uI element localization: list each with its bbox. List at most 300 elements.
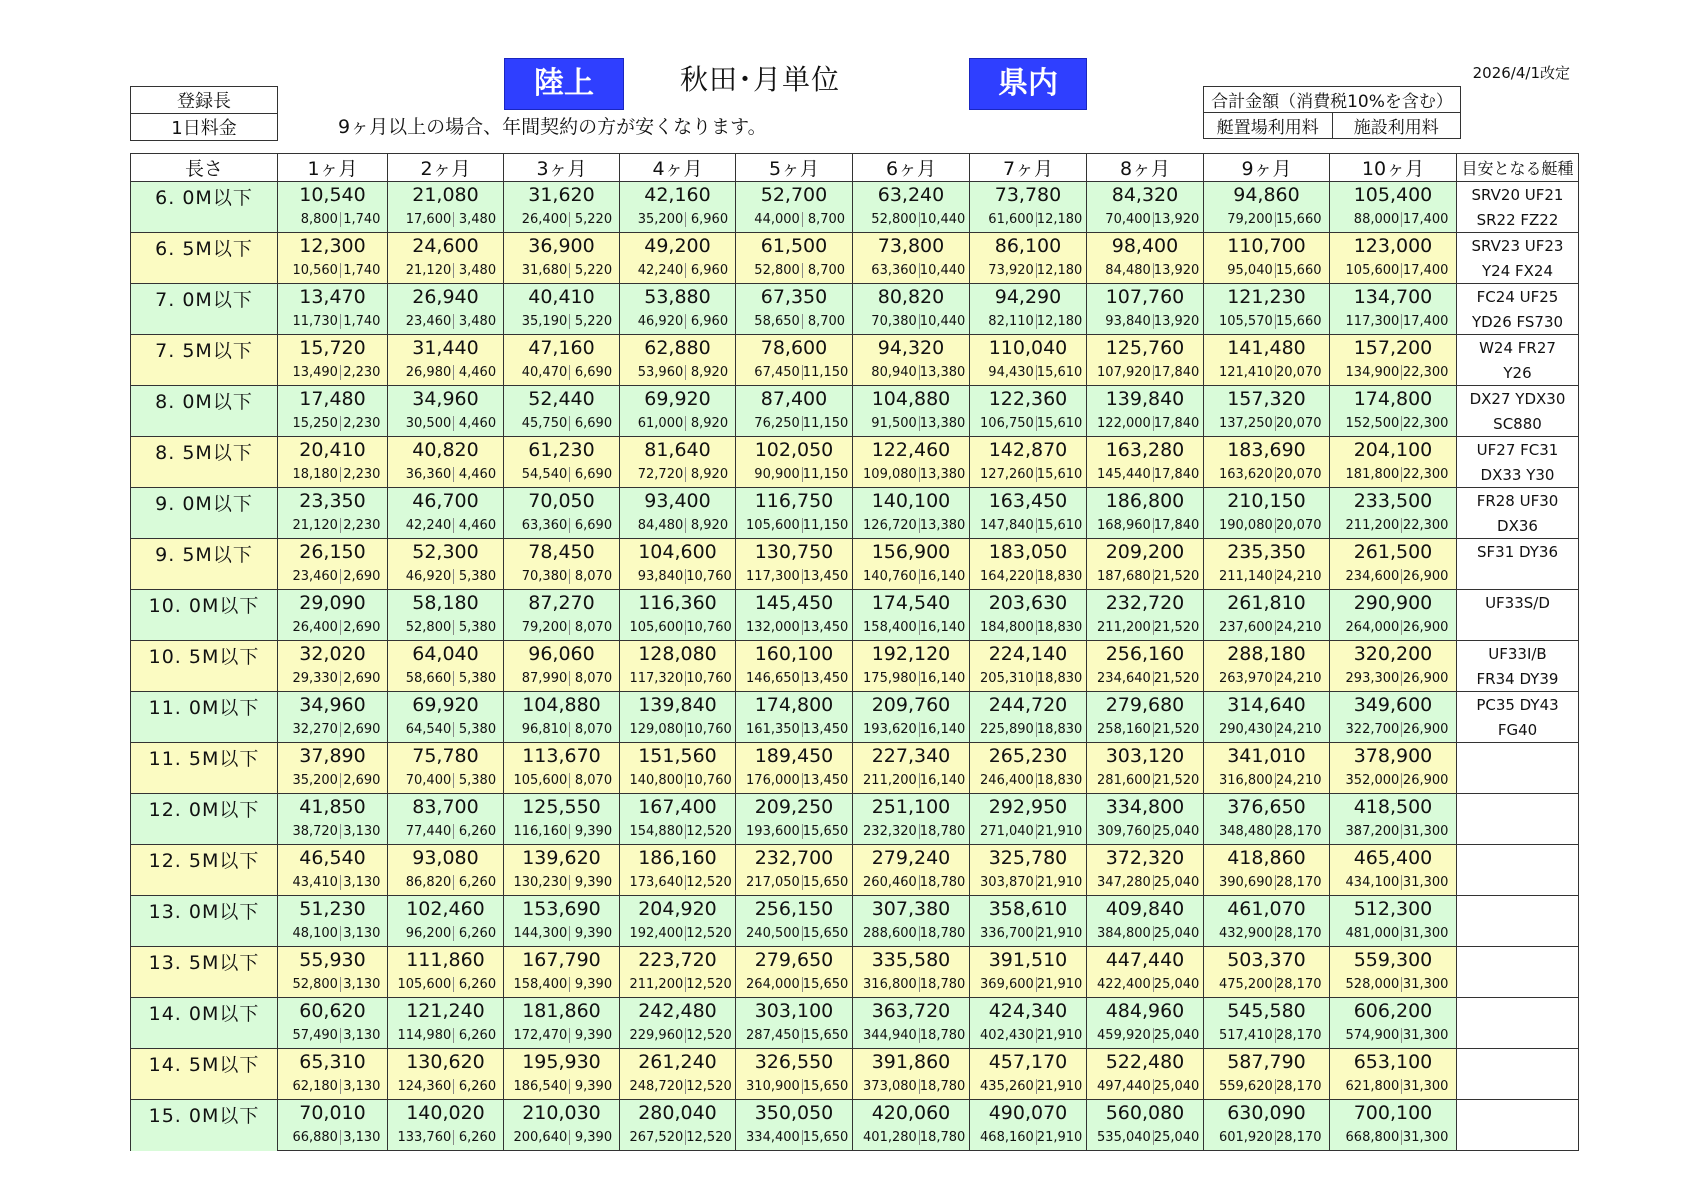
- fee-breakdown-cell: [1330, 360, 1457, 386]
- storage-fee-value: 181,800: [1345, 467, 1400, 482]
- fee-breakdown-cell: [388, 768, 504, 794]
- storage-fee-value: 347,280: [1097, 875, 1151, 890]
- storage-fee-value: 121,410: [1218, 365, 1273, 380]
- boat-model-cell: SRV20 UF21: [1457, 182, 1579, 208]
- storage-fee-value: 35,200: [637, 212, 684, 227]
- storage-fee-value: 225,890: [980, 722, 1034, 737]
- fee-breakdown-cell: [278, 921, 388, 947]
- total-fee-cell: 110,040: [970, 335, 1087, 361]
- facility-fee-value: 15,660: [1276, 212, 1322, 227]
- facility-fee-value: 12,520: [686, 824, 732, 839]
- total-fee-cell: 62,880: [620, 335, 736, 361]
- total-fee-cell: 21,080: [388, 182, 504, 208]
- facility-fee-value: 18,780: [919, 926, 966, 941]
- facility-fee-value: 15,610: [1036, 467, 1083, 482]
- boat-model-cell: UF33S/D: [1457, 590, 1579, 616]
- facility-fee-value: 10,760: [686, 620, 732, 635]
- storage-fee-value: 229,960: [629, 1028, 684, 1043]
- storage-fee-value: 46,920: [637, 314, 684, 329]
- boat-model-cell: SR22 FZ22: [1457, 207, 1579, 233]
- storage-fee-value: 186,540: [513, 1079, 568, 1094]
- table-row-breakdown: [131, 1074, 1579, 1100]
- fee-breakdown-cell: [620, 1023, 736, 1049]
- length-cell: 9. 5M以下: [131, 539, 278, 590]
- boat-model-cell: UF33I/B: [1457, 641, 1579, 667]
- storage-fee-value: 205,310: [980, 671, 1034, 686]
- facility-fee-value: 26,900: [1402, 569, 1449, 584]
- fee-breakdown-cell: [278, 717, 388, 743]
- facility-fee-value: 5,220: [569, 263, 614, 278]
- facility-fee-value: 17,840: [1153, 467, 1200, 482]
- facility-fee-value: 21,910: [1036, 1079, 1083, 1094]
- storage-fee-value: 66,880: [292, 1130, 338, 1145]
- facility-fee-value: 28,170: [1276, 977, 1322, 992]
- facility-fee-value: 8,920: [685, 467, 730, 482]
- facility-fee-value: 13,380: [919, 365, 966, 380]
- total-fee-cell: 40,820: [388, 437, 504, 463]
- facility-fee-value: 3,480: [453, 263, 498, 278]
- storage-fee-value: 200,640: [513, 1130, 568, 1145]
- total-fee-cell: 292,950: [970, 794, 1087, 820]
- total-fee-cell: 334,800: [1087, 794, 1204, 820]
- fee-breakdown-cell: [1204, 717, 1330, 743]
- fee-breakdown-cell: [1204, 1125, 1330, 1151]
- fee-breakdown-cell: [970, 870, 1087, 896]
- fee-breakdown-cell: [620, 819, 736, 845]
- fee-breakdown-cell: [278, 309, 388, 335]
- storage-fee-value: 574,900: [1345, 1028, 1400, 1043]
- boat-model-cell: [1457, 972, 1579, 998]
- facility-fee-value: 3,130: [340, 1028, 383, 1043]
- total-fee-cell: 700,100: [1330, 1100, 1457, 1126]
- fee-breakdown-cell: [1087, 921, 1204, 947]
- storage-fee-value: 145,440: [1097, 467, 1151, 482]
- storage-fee-value: 168,960: [1097, 518, 1151, 533]
- storage-fee-value: 21,120: [405, 263, 452, 278]
- fee-breakdown-cell: [1087, 870, 1204, 896]
- total-fee-cell: 320,200: [1330, 641, 1457, 667]
- fee-breakdown-cell: [1204, 258, 1330, 284]
- table-row-breakdown: [131, 258, 1579, 284]
- storage-fee-value: 45,750: [521, 416, 568, 431]
- storage-fee-value: 38,720: [292, 824, 338, 839]
- fee-breakdown-cell: [388, 1074, 504, 1100]
- total-fee-cell: 210,030: [504, 1100, 620, 1126]
- facility-fee-value: 1,740: [340, 263, 383, 278]
- column-header: 2ヶ月: [388, 154, 504, 182]
- column-header: 9ヶ月: [1204, 154, 1330, 182]
- facility-fee-value: 25,040: [1153, 875, 1200, 890]
- total-fee-cell: 630,090: [1204, 1100, 1330, 1126]
- storage-fee-value: 32,270: [292, 722, 338, 737]
- storage-fee-value: 23,460: [292, 569, 338, 584]
- fee-breakdown-cell: [736, 972, 853, 998]
- storage-fee-value: 288,600: [863, 926, 917, 941]
- facility-fee-value: 31,300: [1402, 824, 1449, 839]
- fee-breakdown-cell: [388, 1125, 504, 1151]
- total-fee-cell: 123,000: [1330, 233, 1457, 259]
- storage-fee-value: 96,200: [405, 926, 452, 941]
- storage-fee-value: 154,880: [629, 824, 684, 839]
- storage-fee-value: 528,000: [1345, 977, 1400, 992]
- fee-breakdown-cell: [1204, 462, 1330, 488]
- fee-breakdown-cell: [736, 717, 853, 743]
- fee-breakdown-cell: [736, 1125, 853, 1151]
- fee-breakdown-cell: [620, 972, 736, 998]
- table-row-total: [131, 182, 1579, 208]
- boat-model-cell: [1457, 615, 1579, 641]
- storage-fee-value: 80,940: [871, 365, 917, 380]
- fee-breakdown-cell: [1204, 513, 1330, 539]
- total-fee-cell: 378,900: [1330, 743, 1457, 769]
- fee-breakdown-cell: [278, 1023, 388, 1049]
- facility-fee-value: 1,740: [340, 314, 383, 329]
- storage-fee-value: 435,260: [980, 1079, 1034, 1094]
- total-fee-cell: 307,380: [853, 896, 970, 922]
- facility-fee-value: 13,450: [802, 773, 849, 788]
- facility-fee-value: 28,170: [1276, 926, 1322, 941]
- fee-breakdown-cell: [1330, 972, 1457, 998]
- total-fee-cell: 49,200: [620, 233, 736, 259]
- fee-breakdown-cell: [620, 207, 736, 233]
- facility-fee-value: 18,830: [1036, 569, 1083, 584]
- fee-breakdown-cell: [853, 819, 970, 845]
- total-fee-cell: 69,920: [388, 692, 504, 718]
- storage-fee-value: 390,690: [1218, 875, 1273, 890]
- total-fee-cell: 64,040: [388, 641, 504, 667]
- table-row-breakdown: [131, 666, 1579, 692]
- facility-fee-value: 25,040: [1153, 1079, 1200, 1094]
- total-fee-cell: 157,320: [1204, 386, 1330, 412]
- total-fee-cell: 102,050: [736, 437, 853, 463]
- legend-total-amount: 合計金額（消費税10%を含む）: [1204, 87, 1461, 113]
- boat-model-cell: DX36: [1457, 513, 1579, 539]
- column-header: 6ヶ月: [853, 154, 970, 182]
- facility-fee-value: 31,300: [1402, 1028, 1449, 1043]
- length-cell: 6. 0M以下: [131, 182, 278, 233]
- storage-fee-value: 134,900: [1345, 365, 1400, 380]
- facility-fee-value: 6,690: [569, 467, 614, 482]
- storage-fee-value: 122,000: [1097, 416, 1151, 431]
- facility-fee-value: 11,150: [802, 518, 849, 533]
- fee-breakdown-cell: [1330, 819, 1457, 845]
- fee-breakdown-cell: [388, 411, 504, 437]
- facility-fee-value: 13,450: [802, 620, 849, 635]
- storage-fee-value: 109,080: [863, 467, 917, 482]
- fee-breakdown-cell: [970, 717, 1087, 743]
- total-fee-cell: 203,630: [970, 590, 1087, 616]
- total-fee-cell: 104,880: [504, 692, 620, 718]
- fee-breakdown-cell: [736, 258, 853, 284]
- fee-breakdown-cell: [278, 411, 388, 437]
- total-fee-cell: 447,440: [1087, 947, 1204, 973]
- storage-fee-value: 344,940: [863, 1028, 917, 1043]
- facility-fee-value: 22,300: [1402, 365, 1449, 380]
- storage-fee-value: 57,490: [292, 1028, 338, 1043]
- total-fee-cell: 24,600: [388, 233, 504, 259]
- facility-fee-value: 18,830: [1036, 671, 1083, 686]
- total-fee-cell: 70,050: [504, 488, 620, 514]
- total-fee-cell: 63,240: [853, 182, 970, 208]
- fee-breakdown-cell: [504, 462, 620, 488]
- facility-fee-value: 21,520: [1153, 773, 1200, 788]
- storage-fee-value: 217,050: [746, 875, 800, 890]
- total-fee-cell: 280,040: [620, 1100, 736, 1126]
- facility-fee-value: 2,690: [340, 722, 383, 737]
- facility-fee-value: 10,440: [919, 212, 966, 227]
- facility-fee-value: 22,300: [1402, 416, 1449, 431]
- total-fee-cell: 34,960: [278, 692, 388, 718]
- table-row-breakdown: [131, 819, 1579, 845]
- total-fee-cell: 96,060: [504, 641, 620, 667]
- fee-breakdown-cell: [1330, 1074, 1457, 1100]
- total-fee-cell: 232,720: [1087, 590, 1204, 616]
- facility-fee-value: 2,230: [340, 416, 383, 431]
- legend-left: [130, 86, 278, 141]
- facility-fee-value: 3,130: [340, 875, 383, 890]
- fee-breakdown-cell: [736, 1074, 853, 1100]
- fee-breakdown-cell: [970, 1125, 1087, 1151]
- annual-contract-note: 9ヶ月以上の場合、年間契約の方が安くなります。: [338, 116, 767, 138]
- total-fee-cell: 29,090: [278, 590, 388, 616]
- table-row-total: [131, 794, 1579, 820]
- fee-breakdown-cell: [1087, 819, 1204, 845]
- fee-breakdown-cell: [736, 513, 853, 539]
- total-fee-cell: 418,860: [1204, 845, 1330, 871]
- fee-breakdown-cell: [970, 972, 1087, 998]
- facility-fee-value: 25,040: [1153, 1130, 1200, 1145]
- total-fee-cell: 81,640: [620, 437, 736, 463]
- fee-breakdown-cell: [970, 513, 1087, 539]
- facility-fee-value: 12,520: [686, 1079, 732, 1094]
- storage-fee-value: 434,100: [1345, 875, 1400, 890]
- storage-fee-value: 84,480: [1105, 263, 1151, 278]
- storage-fee-value: 15,250: [292, 416, 338, 431]
- legend-facility-fee: 施設利用料: [1332, 113, 1461, 139]
- facility-fee-value: 15,650: [802, 1130, 849, 1145]
- storage-fee-value: 105,600: [629, 620, 684, 635]
- facility-fee-value: 25,040: [1153, 824, 1200, 839]
- facility-fee-value: 21,520: [1153, 569, 1200, 584]
- storage-fee-value: 67,450: [754, 365, 800, 380]
- table-row-total: [131, 539, 1579, 565]
- facility-fee-value: 13,450: [802, 722, 849, 737]
- storage-fee-value: 352,000: [1345, 773, 1400, 788]
- storage-fee-value: 62,180: [292, 1079, 338, 1094]
- fee-breakdown-cell: [504, 717, 620, 743]
- storage-fee-value: 36,360: [405, 467, 452, 482]
- facility-fee-value: 21,520: [1153, 671, 1200, 686]
- table-row-breakdown: [131, 462, 1579, 488]
- storage-fee-value: 559,620: [1218, 1079, 1273, 1094]
- storage-fee-value: 52,800: [871, 212, 917, 227]
- fee-breakdown-cell: [1204, 972, 1330, 998]
- storage-fee-value: 87,990: [521, 671, 568, 686]
- storage-fee-value: 158,400: [513, 977, 568, 992]
- facility-fee-value: 21,910: [1036, 1028, 1083, 1043]
- fee-breakdown-cell: [1330, 258, 1457, 284]
- facility-fee-value: 20,070: [1276, 416, 1322, 431]
- total-fee-cell: 256,150: [736, 896, 853, 922]
- total-fee-cell: 349,600: [1330, 692, 1457, 718]
- column-header: 4ヶ月: [620, 154, 736, 182]
- total-fee-cell: 134,700: [1330, 284, 1457, 310]
- total-fee-cell: 93,400: [620, 488, 736, 514]
- length-cell: 10. 0M以下: [131, 590, 278, 641]
- total-fee-cell: 125,550: [504, 794, 620, 820]
- total-fee-cell: 26,150: [278, 539, 388, 565]
- total-fee-cell: 174,540: [853, 590, 970, 616]
- storage-fee-value: 117,300: [746, 569, 800, 584]
- boat-model-cell: Y24 FX24: [1457, 258, 1579, 284]
- facility-fee-value: 5,220: [569, 314, 614, 329]
- storage-fee-value: 158,400: [863, 620, 917, 635]
- boat-model-cell: FR28 UF30: [1457, 488, 1579, 514]
- facility-fee-value: 15,660: [1276, 263, 1322, 278]
- length-cell: 13. 5M以下: [131, 947, 278, 998]
- column-header: 8ヶ月: [1087, 154, 1204, 182]
- facility-fee-value: 10,760: [686, 671, 732, 686]
- fee-breakdown-cell: [970, 1023, 1087, 1049]
- total-fee-cell: 326,550: [736, 1049, 853, 1075]
- table-header-row: [131, 154, 1579, 182]
- storage-fee-value: 172,470: [513, 1028, 568, 1043]
- storage-fee-value: 43,410: [292, 875, 338, 890]
- storage-fee-value: 184,800: [980, 620, 1034, 635]
- total-fee-cell: 204,920: [620, 896, 736, 922]
- storage-fee-value: 91,500: [871, 416, 917, 431]
- storage-fee-value: 146,650: [746, 671, 800, 686]
- boat-model-cell: FC24 UF25: [1457, 284, 1579, 310]
- total-fee-cell: 53,880: [620, 284, 736, 310]
- table-row-breakdown: [131, 309, 1579, 335]
- boat-model-cell: SF31 DY36: [1457, 539, 1579, 565]
- boat-model-cell: [1457, 564, 1579, 590]
- storage-fee-value: 517,410: [1218, 1028, 1273, 1043]
- storage-fee-value: 114,980: [397, 1028, 452, 1043]
- total-fee-cell: 409,840: [1087, 896, 1204, 922]
- storage-fee-value: 86,820: [405, 875, 452, 890]
- storage-fee-value: 316,800: [1218, 773, 1273, 788]
- boat-model-cell: PC35 DY43: [1457, 692, 1579, 718]
- facility-fee-value: 25,040: [1153, 926, 1200, 941]
- facility-fee-value: 4,460: [453, 518, 498, 533]
- fee-breakdown-cell: [736, 564, 853, 590]
- fee-breakdown-cell: [736, 462, 853, 488]
- table-row-total: [131, 998, 1579, 1024]
- facility-fee-value: 22,300: [1402, 467, 1449, 482]
- fee-breakdown-cell: [278, 1074, 388, 1100]
- storage-fee-value: 61,000: [637, 416, 684, 431]
- table-row-total: [131, 692, 1579, 718]
- storage-fee-value: 260,460: [863, 875, 917, 890]
- fee-breakdown-cell: [736, 819, 853, 845]
- total-fee-cell: 61,230: [504, 437, 620, 463]
- total-fee-cell: 372,320: [1087, 845, 1204, 871]
- fee-breakdown-cell: [388, 258, 504, 284]
- facility-fee-value: 17,840: [1153, 416, 1200, 431]
- fee-breakdown-cell: [1330, 921, 1457, 947]
- total-fee-cell: 80,820: [853, 284, 970, 310]
- fee-breakdown-cell: [278, 1125, 388, 1151]
- storage-fee-value: 303,870: [980, 875, 1034, 890]
- length-cell: 11. 0M以下: [131, 692, 278, 743]
- total-fee-cell: 37,890: [278, 743, 388, 769]
- total-fee-cell: 111,860: [388, 947, 504, 973]
- total-fee-cell: 183,050: [970, 539, 1087, 565]
- fee-breakdown-cell: [1087, 666, 1204, 692]
- table-row-breakdown: [131, 513, 1579, 539]
- storage-fee-value: 192,400: [629, 926, 684, 941]
- facility-fee-value: 17,840: [1153, 518, 1200, 533]
- total-fee-cell: 503,370: [1204, 947, 1330, 973]
- storage-fee-value: 402,430: [980, 1028, 1034, 1043]
- facility-fee-value: 6,960: [685, 212, 730, 227]
- storage-fee-value: 316,800: [863, 977, 917, 992]
- fee-breakdown-cell: [736, 768, 853, 794]
- fee-breakdown-cell: [736, 1023, 853, 1049]
- facility-fee-value: 17,400: [1402, 314, 1449, 329]
- facility-fee-value: 8,700: [802, 212, 847, 227]
- fee-breakdown-cell: [504, 1125, 620, 1151]
- page-title: 秋田･月単位: [679, 63, 840, 96]
- storage-fee-value: 263,970: [1218, 671, 1273, 686]
- storage-fee-value: 70,380: [871, 314, 917, 329]
- fee-breakdown-cell: [853, 411, 970, 437]
- facility-fee-value: 13,920: [1153, 212, 1200, 227]
- fee-breakdown-cell: [620, 564, 736, 590]
- total-fee-cell: 52,440: [504, 386, 620, 412]
- boat-model-cell: W24 FR27: [1457, 335, 1579, 361]
- storage-fee-value: 240,500: [746, 926, 800, 941]
- fee-breakdown-cell: [1087, 462, 1204, 488]
- facility-fee-value: 11,150: [802, 416, 849, 431]
- fee-breakdown-cell: [970, 768, 1087, 794]
- fee-breakdown-cell: [1330, 1125, 1457, 1151]
- fee-breakdown-cell: [1087, 207, 1204, 233]
- facility-fee-value: 8,920: [685, 365, 730, 380]
- total-fee-cell: 17,480: [278, 386, 388, 412]
- storage-fee-value: 18,180: [292, 467, 338, 482]
- length-cell: 8. 5M以下: [131, 437, 278, 488]
- storage-fee-value: 79,200: [521, 620, 568, 635]
- total-fee-cell: 157,200: [1330, 335, 1457, 361]
- facility-fee-value: 6,690: [569, 416, 614, 431]
- total-fee-cell: 116,360: [620, 590, 736, 616]
- facility-fee-value: 18,780: [919, 977, 966, 992]
- total-fee-cell: 559,300: [1330, 947, 1457, 973]
- total-fee-cell: 303,100: [736, 998, 853, 1024]
- fee-breakdown-cell: [736, 207, 853, 233]
- total-fee-cell: 424,340: [970, 998, 1087, 1024]
- fee-breakdown-cell: [504, 513, 620, 539]
- facility-fee-value: 13,450: [802, 569, 849, 584]
- storage-fee-value: 82,110: [988, 314, 1034, 329]
- facility-fee-value: 2,230: [340, 365, 383, 380]
- facility-fee-value: 24,210: [1276, 671, 1322, 686]
- boat-model-cell: [1457, 1074, 1579, 1100]
- facility-fee-value: 6,260: [453, 824, 498, 839]
- storage-fee-value: 140,760: [863, 569, 917, 584]
- facility-fee-value: 8,070: [569, 620, 614, 635]
- facility-fee-value: 21,910: [1036, 824, 1083, 839]
- facility-fee-value: 24,210: [1276, 773, 1322, 788]
- facility-fee-value: 8,070: [569, 569, 614, 584]
- facility-fee-value: 2,230: [340, 518, 383, 533]
- table-row-breakdown: [131, 717, 1579, 743]
- storage-fee-value: 26,400: [292, 620, 338, 635]
- fee-breakdown-cell: [620, 768, 736, 794]
